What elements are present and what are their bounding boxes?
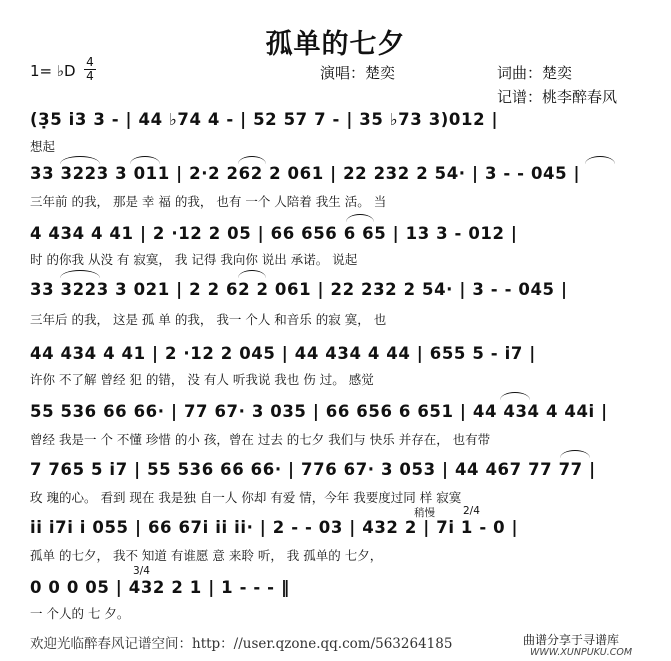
slur-mark [346,214,374,222]
score-line-3-notes: 4 434 4 41 | 2 ·12 2 05 | 66 656 6 65 | 13 3 - 012 | [30,224,518,243]
page-title: 孤单的七夕 [265,29,406,60]
composer-credit: 词曲：楚奕 [497,64,573,82]
score-line-2-lyrics: 三年前 的我， 那是 幸 福 的我， 也有 一个 人陪着 我生 活。 当 [30,194,387,209]
time-signature [84,57,96,82]
score-line-6-notes: 55 536 66 66· | 77 67· 3 035 | 66 656 6 651 | 44 434 4 44i | [30,402,608,421]
singer-credit: 演唱：楚奕 [320,64,396,82]
transcriber-credit: 记谱：桃李醉春风 [497,88,618,106]
score-line-9-lyrics: 一 个人的 七 夕。 [30,606,130,621]
score-line-8-notes: ii i7i i 055 | 66 67i ii ii· | 2 - - 03 | 432 2 | 7i 1 - 0 | [30,518,519,537]
footer-link-text: 欢迎光临醉春风记谱空间：http：//user.qzone.qq.com/563264185 [30,636,453,652]
slur-mark [238,270,266,278]
score-line-8-lyrics: 孤单 的七夕， 我不 知道 有谁愿 意 来聆 听， 我 孤单的 七夕， [30,548,383,563]
slur-mark [60,270,100,278]
key-signature: 1= ♭D [30,62,76,80]
time-change-2-4: 2/4 [463,505,480,517]
score-line-5-lyrics: 许你 不了解 曾经 犯 的错， 没 有人 听我说 我也 伤 过。 感觉 [30,372,374,387]
score-line-6-lyrics: 曾经 我是一 个 不懂 珍惜 的小 孩，曾在 过去 的七夕 我们与 快乐 并存在， 也有带 [30,432,491,447]
score-line-9-notes: 0 0 0 05 | 432 2 1 | 1 - - - ‖ [30,578,290,597]
score-line-7-lyrics: 玫 瑰的心。 看到 现在 我是独 自一人 你却 有爱 情，今年 我要度过同 样 寂寞 [30,490,462,505]
slur-mark [60,156,100,164]
score-line-1-lyrics: 想起 [30,139,56,154]
slur-mark [238,156,266,164]
time-signature-top: 4 [86,55,94,69]
slur-mark [130,156,160,164]
watermark-brand: WWW.XUNPUKU.COM [530,647,633,658]
score-line-5-notes: 44 434 4 41 | 2 ·12 2 045 | 44 434 4 44 | 655 5 - i7 | [30,344,536,363]
score-line-7-notes: 7 765 5 i7 | 55 536 66 66· | 776 67· 3 053 | 44 467 77 77 | [30,460,596,479]
time-change-3-4: 3/4 [133,565,150,577]
score-line-4-lyrics: 三年后 的我， 这是 孤 单 的我， 我一 个人 和音乐 的寂 寞， 也 [30,312,387,327]
slur-mark [500,392,530,400]
time-signature-bottom: 4 [86,69,94,83]
slur-mark [585,156,615,164]
tempo-slower-label: 稍慢 [414,507,435,519]
score-line-1-notes: (3̣5 i3 3 - | 44 ♭74 4 - | 52 57 7 - | 35 ♭73 3)012 | [30,110,499,129]
score-line-3-lyrics: 时 的你我 从没 有 寂寞， 我 记得 我向你 说出 承诺。 说起 [30,252,358,267]
slur-mark [560,450,590,458]
watermark-text: 曲谱分享于寻谱库 [523,633,620,647]
score-line-4-notes: 33 3223 3 021 | 2 2 62 2 061 | 22 232 2 54· | 3 - - 045 | [30,280,568,299]
score-line-2-notes: 33 3223 3 011 | 2·2 262 2 061 | 22 232 2 54· | 3 - - 045 | [30,164,581,183]
